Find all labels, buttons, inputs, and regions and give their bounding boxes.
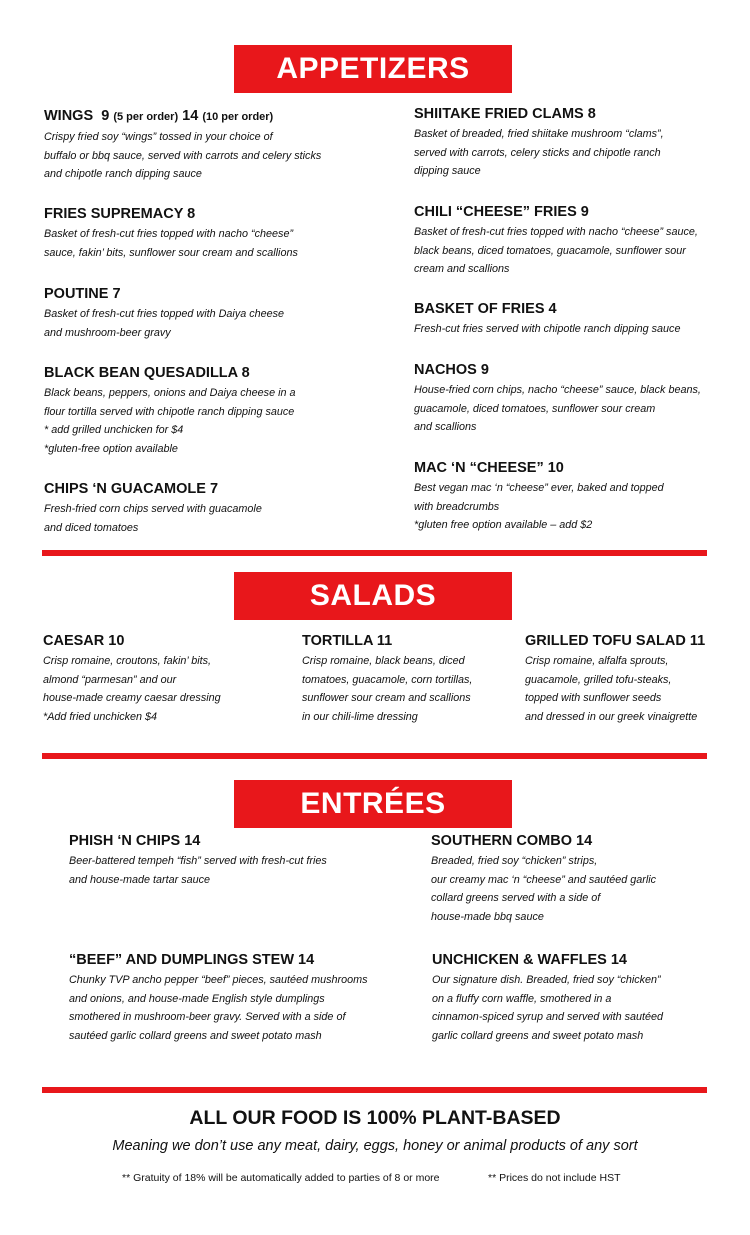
menu-item-wings: [44, 107, 321, 184]
item-desc: with breadcrumbs: [414, 500, 500, 513]
item-desc: almond “parmesan” and our: [43, 673, 177, 686]
item-desc: *gluten-free option available: [44, 442, 178, 455]
item-desc: tomatoes, guacamole, corn tortillas,: [302, 673, 473, 686]
item-desc: Crisp romaine, alfalfa sprouts,: [525, 655, 669, 667]
item-title: CAESAR 10: [43, 633, 125, 649]
menu-item-shiitake-clams: [414, 105, 664, 181]
item-desc: collard greens served with a side of: [431, 892, 601, 904]
item-desc: sautéed garlic collard greens and sweet potato mash: [69, 1029, 322, 1042]
item-desc: guacamole, diced tomatoes, sunflower sour cream: [414, 402, 656, 415]
item-title: SOUTHERN COMBO 14: [431, 833, 593, 849]
item-title: PHISH ‘N CHIPS 14: [69, 833, 201, 849]
item-desc: Fresh-fried corn chips served with guacamole: [44, 503, 262, 515]
item-title: NACHOS 9: [414, 362, 489, 378]
item-desc: guacamole, grilled tofu-steaks,: [525, 673, 672, 686]
item-desc: black beans, diced tomatoes, guacamole, sunflower sour: [414, 244, 686, 257]
item-desc: *Add fried unchicken $4: [43, 710, 158, 723]
item-title: UNCHICKEN & WAFFLES 14: [432, 952, 627, 968]
menu-item-nachos: [414, 361, 701, 437]
item-desc: Basket of breaded, fried shiitake mushroom “clams”,: [414, 128, 664, 140]
item-title: CHILI “CHEESE” FRIES 9: [414, 204, 589, 220]
menu-item-beef-dumplings-stew: [69, 951, 367, 1045]
hst-note: ** Prices do not include HST: [488, 1172, 621, 1184]
item-title: SHIITAKE FRIED CLAMS 8: [414, 106, 596, 122]
menu-item-caesar: [43, 632, 221, 726]
entrees-heading: ENTRÉES: [234, 780, 512, 828]
item-desc: house-made creamy caesar dressing: [43, 692, 221, 704]
item-desc: sauce, fakin’ bits, sunflower sour cream and scallions: [44, 246, 298, 259]
item-desc: and onions, and house-made English style dumplings: [69, 992, 325, 1005]
section-divider: [42, 1087, 707, 1093]
item-title: FRIES SUPREMACY 8: [44, 206, 196, 222]
item-desc: dipping sauce: [414, 165, 481, 177]
item-desc: Our signature dish. Breaded, fried soy “chicken”: [432, 974, 661, 986]
menu-item-unchicken-waffles: [432, 951, 663, 1045]
item-desc: Chunky TVP ancho pepper “beef” pieces, sautéed mushrooms: [69, 974, 368, 986]
item-title: GRILLED TOFU SALAD 11: [525, 633, 706, 649]
menu-item-basket-fries: [414, 300, 680, 339]
item-desc: smothered in mushroom-beer gravy. Served with a side of: [69, 1011, 346, 1023]
item-desc: and house-made tartar sauce: [69, 873, 211, 886]
item-desc: Basket of fresh-cut fries topped with nacho “cheese”: [44, 228, 294, 240]
salads-heading: SALADS: [234, 572, 512, 620]
item-desc: Best vegan mac ‘n “cheese” ever, baked and topped: [414, 482, 664, 494]
item-desc: topped with sunflower seeds: [525, 692, 662, 704]
item-desc: and mushroom-beer gravy: [44, 326, 171, 339]
item-title: POUTINE 7: [44, 286, 121, 302]
item-title: TORTILLA 11: [302, 633, 393, 649]
item-title: BASKET OF FRIES 4: [414, 301, 557, 317]
item-desc: cream and scallions: [414, 263, 510, 275]
item-desc: garlic collard greens and sweet potato mash: [432, 1029, 644, 1042]
item-desc: Crisp romaine, black beans, diced: [302, 655, 465, 667]
item-desc: sunflower sour cream and scallions: [302, 692, 471, 704]
item-desc: cinnamon-spiced syrup and served with sautéed: [432, 1011, 664, 1023]
item-title: “BEEF” AND DUMPLINGS STEW 14: [69, 952, 315, 968]
item-desc: Black beans, peppers, onions and Daiya cheese in a: [44, 387, 296, 399]
menu-item-chips-guacamole: [44, 480, 262, 537]
item-title: BLACK BEAN QUESADILLA 8: [44, 365, 250, 381]
item-title: MAC ‘N “CHEESE” 10: [414, 460, 564, 476]
item-desc: Beer-battered tempeh “fish” served with fresh-cut fries: [69, 855, 327, 867]
menu-item-phish-chips: [69, 832, 327, 889]
menu-item-quesadilla: [44, 364, 296, 458]
item-desc: Crispy fried soy “wings” tossed in your choice of: [44, 131, 273, 143]
item-desc: Basket of fresh-cut fries topped with Daiya cheese: [44, 308, 285, 320]
menu-item-tortilla: [302, 632, 472, 726]
gratuity-note: ** Gratuity of 18% will be automatically added to parties of 8 or more: [122, 1172, 440, 1184]
item-desc: house-made bbq sauce: [431, 910, 544, 923]
menu-item-chili-cheese-fries: [414, 203, 698, 279]
item-desc: and chipotle ranch dipping sauce: [44, 168, 202, 180]
item-title: WINGS 9 (5 per order) 14 (10 per order): [44, 108, 274, 124]
item-desc: Fresh-cut fries served with chipotle ranch dipping sauce: [414, 323, 681, 335]
item-desc: and diced tomatoes: [44, 521, 139, 534]
item-desc: House-fried corn chips, nacho “cheese” sauce, black beans,: [414, 384, 701, 396]
menu-item-fries-supremacy: [44, 205, 298, 262]
menu-item-grilled-tofu-salad: [525, 632, 705, 726]
item-desc: *gluten free option available – add $2: [414, 519, 593, 531]
item-desc: on a fluffy corn waffle, smothered in a: [432, 992, 612, 1005]
item-desc: Crisp romaine, croutons, fakin’ bits,: [43, 655, 212, 667]
menu-item-mac-cheese: [414, 459, 664, 535]
item-desc: Basket of fresh-cut fries topped with nacho “cheese” sauce,: [414, 226, 698, 238]
item-desc: and scallions: [414, 421, 477, 433]
menu-item-southern-combo: [431, 832, 656, 926]
section-divider: [42, 550, 707, 556]
item-desc: flour tortilla served with chipotle ranch dipping sauce: [44, 405, 295, 418]
plant-based-subtitle: Meaning we don’t use any meat, dairy, eggs, honey or animal products of any sort: [112, 1138, 638, 1154]
item-desc: buffalo or bbq sauce, served with carrots and celery sticks: [44, 149, 322, 162]
item-desc: * add grilled unchicken for $4: [44, 424, 184, 436]
item-desc: and dressed in our greek vinaigrette: [525, 710, 698, 723]
item-desc: in our chili-lime dressing: [302, 710, 418, 723]
item-desc: Breaded, fried soy “chicken” strips,: [431, 855, 598, 867]
item-title: CHIPS ‘N GUACAMOLE 7: [44, 481, 219, 497]
menu-item-poutine: [44, 285, 284, 342]
item-desc: served with carrots, celery sticks and chipotle ranch: [414, 146, 661, 159]
plant-based-title: ALL OUR FOOD IS 100% PLANT-BASED: [189, 1107, 561, 1129]
item-desc: our creamy mac ‘n “cheese” and sautéed garlic: [431, 873, 657, 886]
section-divider: [42, 753, 707, 759]
appetizers-heading: APPETIZERS: [234, 45, 512, 93]
